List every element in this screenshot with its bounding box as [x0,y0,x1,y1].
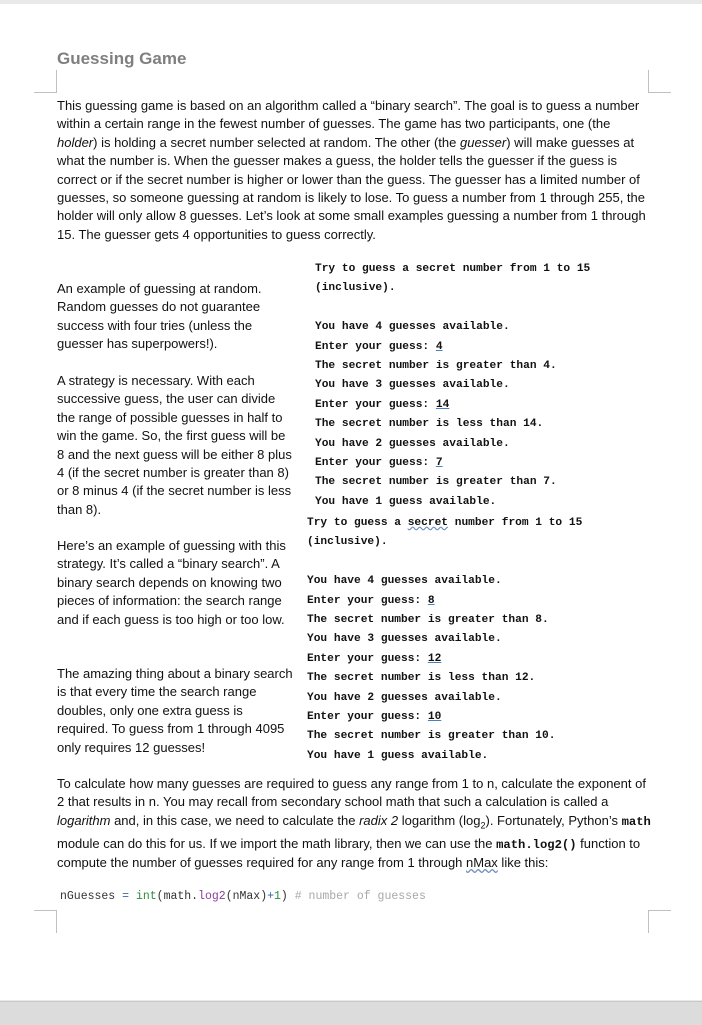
console-line: You have 3 guesses available. [315,379,510,392]
crop-mark-bottom-right [648,910,671,933]
document-page [0,4,702,1000]
math-keyword: math [621,814,651,829]
page-title[interactable]: Guessing Game [57,49,187,68]
random-guess-console[interactable] [315,260,650,512]
radix-term: radix 2 [359,812,399,828]
intro-guesser-term: guesser [459,134,507,150]
crop-mark-top-right [648,70,671,93]
console-line: The secret number is greater than 4. [315,359,557,372]
amazing-paragraph[interactable]: The amazing thing about a binary search is that every time the search range doubles, only one extra guess is required. To guess from 1 through 4095 only requires 12 guesses! [57,666,293,755]
console-line: The secret number is greater than 10. [307,730,556,743]
guess-value: 8 [427,594,435,607]
crop-mark-bottom-left [34,910,57,933]
logarithm-term: logarithm [57,812,111,828]
console-line: You have 1 guess available. [315,495,497,508]
calculation-paragraph[interactable]: To calculate how many guesses are required to guess any range from 1 to n, calculate the exponent of 2 that results in n. You may recall from secondary school math that such a calculation is called a logarithm and, in this case, we need to calculate the radix 2 logarithm $(\log_2)$. Fortunately, Python’s math module can do this for us. If we import the math library, then we can use the math.log2() function to compute the number of guesses required for any range from 1 through nMax like this: [57,776,651,871]
console-prompt: Try to guess a secret number from 1 to 15 [315,263,591,275]
intro-text-3: ) will make guesses at what the number is. When the guesser makes a guess, the holder tells the guesser if the guess is correct or if the secret number is higher or lower than the guess. The guesser has a limited number of guesses, so someone guessing at random is likely to lose. To guess a number from 1 through 255, the holder will only allow 8 guesses. Let’s look at some small examples guessing a number from 1 through 15. The guesser gets 4 opportunities to guess correctly. [57,134,646,242]
binary-example-paragraph[interactable]: Here’s an example of guessing with this strategy. It’s called a “binary search”. A binary search depends on knowing two pieces of information: the search range and if each guess is too high or too low. [57,538,286,627]
guess-value: 4 [435,340,443,353]
intro-paragraph[interactable] [57,97,652,244]
console-line: Enter your guess: 12 [307,652,442,665]
console-line: Enter your guess: 7 [315,456,443,469]
log2-keyword: math.log2() [496,837,577,852]
console-line: You have 2 guesses available. [307,691,502,704]
console-line: You have 4 guesses available. [315,321,510,334]
spellcheck-word: nMax [466,855,498,871]
guess-value: 12 [427,652,442,665]
code-snippet[interactable]: nGuesses = int(math.log2(nMax)+1) # number of guesses [60,890,426,903]
console-line: The secret number is less than 12. [307,672,536,685]
console-prompt-cont: (inclusive). [307,536,388,549]
spellcheck-word: secret [407,517,449,529]
console-line: You have 3 guesses available. [307,633,502,646]
strategy-paragraph[interactable]: A strategy is necessary. With each successive guess, the user can divide the range of possible guesses in half to win the game. So, the first guess will be 8 and the next guess will be either 8 plus 4 (if the secret number is greater than 8) or 8 minus 4 (if the secret number is less than 8). [57,373,292,517]
console-line: You have 2 guesses available. [315,437,510,450]
console-line: Enter your guess: 8 [307,594,435,607]
status-bar [0,1001,702,1025]
console-line: Enter your guess: 4 [315,340,443,353]
console-line: You have 1 guess available. [307,749,489,762]
console-prompt-cont: (inclusive). [315,282,396,295]
console-line: The secret number is greater than 7. [315,476,557,489]
console-line: The secret number is less than 14. [315,418,544,431]
intro-text-2: ) is holding a secret number selected at random. The other (the [93,134,460,150]
console-line: You have 4 guesses available. [307,575,502,588]
guess-value: 7 [435,456,443,469]
guess-value: 14 [435,398,450,411]
guess-value: 10 [427,710,442,723]
console-line: Enter your guess: 14 [315,398,450,411]
intro-text-1: This guessing game is based on an algorithm called a “binary search”. The goal is to guess a number within a certain range in the fewest number of guesses. The game has two participants, one (the [57,98,640,132]
console-line: The secret number is greater than 8. [307,613,549,626]
binary-search-console[interactable] [307,514,647,762]
console-prompt: Try to guess a secret number from 1 to 15 [307,517,583,529]
console-line: Enter your guess: 10 [307,710,442,723]
intro-holder-term: holder [57,134,94,150]
crop-mark-top-left [34,70,57,93]
random-example-paragraph[interactable]: An example of guessing at random. Random guesses do not guarantee success with four tries (unless the guesser has superpowers!). [57,281,262,352]
